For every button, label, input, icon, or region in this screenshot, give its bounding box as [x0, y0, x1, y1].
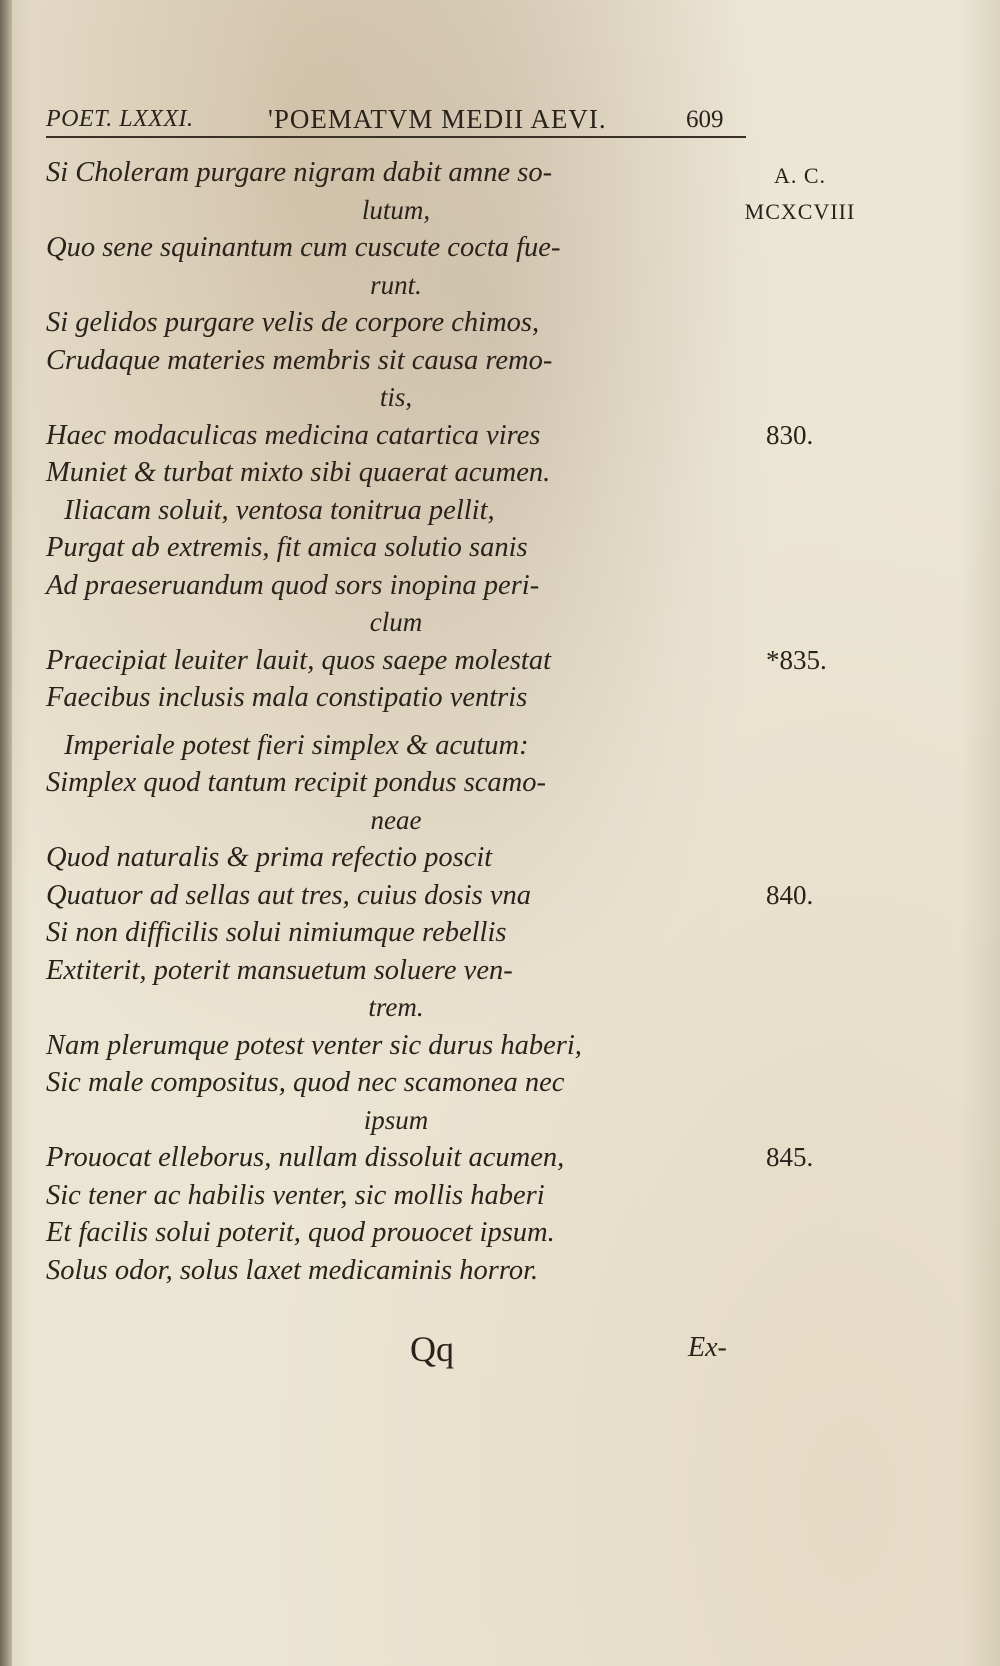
- verse-line: [46, 529, 746, 567]
- verse-text: Si non difficilis solui nimiumque rebellis: [46, 917, 507, 948]
- verse-text: Praecipiat leuiter lauit, quos saepe molestat: [46, 644, 552, 676]
- verse-text: Et facilis solui poterit, quod prouocet ipsum.: [46, 1217, 555, 1248]
- verse-text: Sic male compositus, quod nec scamonea nec: [46, 1067, 565, 1098]
- printer-signature: Qq: [410, 1329, 454, 1369]
- verse-line: [46, 1214, 746, 1252]
- verse-text: Imperiale potest fieri simplex & acutum:: [64, 729, 529, 761]
- verse-text: Si gelidos purgare velis de corpore chimos,: [46, 307, 540, 338]
- verse-text: Muniet & turbat mixto sibi quaerat acumen.: [46, 457, 551, 488]
- verse-text: Quatuor ad sellas aut tres, cuius dosis vna: [46, 879, 532, 911]
- verse-line: [46, 839, 746, 877]
- book-spine-edge: [0, 0, 12, 1666]
- verse-text: tis,: [379, 382, 413, 412]
- verse-number: 840.: [766, 879, 814, 910]
- verse-text: Ad praeseruandum quod sors inopina peri-: [46, 569, 540, 601]
- verse-line: [46, 454, 746, 492]
- verse-line-continuation: [46, 267, 746, 305]
- verse-text: Quod naturalis & prima refectio poscit: [46, 842, 493, 873]
- margin-date-era: A. C.: [773, 163, 827, 188]
- verse-line-continuation: [46, 1102, 746, 1140]
- margin-date-year: MCXCVIII: [744, 199, 856, 224]
- page-number: 609: [686, 106, 724, 133]
- verse-line: [46, 642, 827, 680]
- verse-line: [46, 764, 746, 802]
- verse-line-continuation: [46, 989, 746, 1027]
- verse-line: [46, 679, 746, 717]
- verse-line: [46, 877, 814, 915]
- verse-line: [46, 1177, 746, 1215]
- verse-line: [46, 952, 746, 990]
- verse-text: Extiterit, poterit mansuetum soluere ven-: [46, 954, 513, 986]
- verse-text: Faecibus inclusis mala constipatio ventris: [46, 682, 528, 713]
- verse-line: [46, 229, 746, 267]
- verse-text: lutum,: [361, 194, 431, 225]
- running-header: [46, 100, 746, 138]
- verse-number: *835.: [766, 644, 827, 675]
- verse-line: [46, 727, 746, 765]
- verse-line: [46, 342, 746, 380]
- verse-text: runt.: [370, 269, 422, 300]
- verse-text: Haec modaculicas medicina catartica vires: [46, 419, 541, 451]
- verse-line: [46, 154, 746, 192]
- verse-text: ipsum: [363, 1104, 429, 1135]
- verse-line-continuation: [46, 192, 746, 230]
- verse-line: [46, 1027, 746, 1065]
- verse-line: [46, 492, 746, 530]
- verse-text: trem.: [368, 992, 424, 1022]
- header-poem-number: POET. LXXXI.: [46, 106, 194, 132]
- verse-text: Nam plerumque potest venter sic durus haberi,: [46, 1029, 582, 1061]
- verse-text: Si Choleram purgare nigram dabit amne so-: [46, 157, 553, 188]
- verse-text: Solus odor, solus laxet medicaminis horror.: [46, 1254, 539, 1286]
- verse-text: clum: [369, 607, 423, 637]
- verse-line: [46, 1139, 814, 1177]
- verse-number: 845.: [766, 1142, 814, 1172]
- verse-line: [46, 304, 746, 342]
- verse-line: [46, 567, 746, 605]
- verse-line-continuation: [46, 802, 746, 840]
- verse-text: Crudaque materies membris sit causa remo-: [46, 344, 553, 376]
- verse-number: 830.: [766, 419, 814, 450]
- verse-line-continuation: [46, 379, 746, 417]
- verse-text: Simplex quod tantum recipit pondus scamo-: [46, 767, 547, 798]
- verse-line: [46, 1064, 746, 1102]
- verse-text: Quo sene squinantum cum cuscute cocta fue-: [46, 232, 561, 263]
- verse-line: [46, 1252, 746, 1290]
- verse-text: Purgat ab extremis, fit amica solutio sanis: [46, 532, 528, 563]
- header-title: 'POEMATVM MEDII AEVI.: [268, 104, 607, 134]
- catchword: Ex-: [688, 1332, 727, 1363]
- verse-line: [46, 417, 814, 455]
- verse-text: Iliacam soluit, ventosa tonitrua pellit,: [64, 494, 495, 526]
- verse-line-continuation: [46, 604, 746, 642]
- verse-text: Sic tener ac habilis venter, sic mollis haberi: [46, 1179, 545, 1211]
- verse-text: Prouocat elleborus, nullam dissoluit acumen,: [46, 1142, 565, 1173]
- verse-text: neae: [370, 804, 422, 835]
- verse-line: [46, 914, 746, 952]
